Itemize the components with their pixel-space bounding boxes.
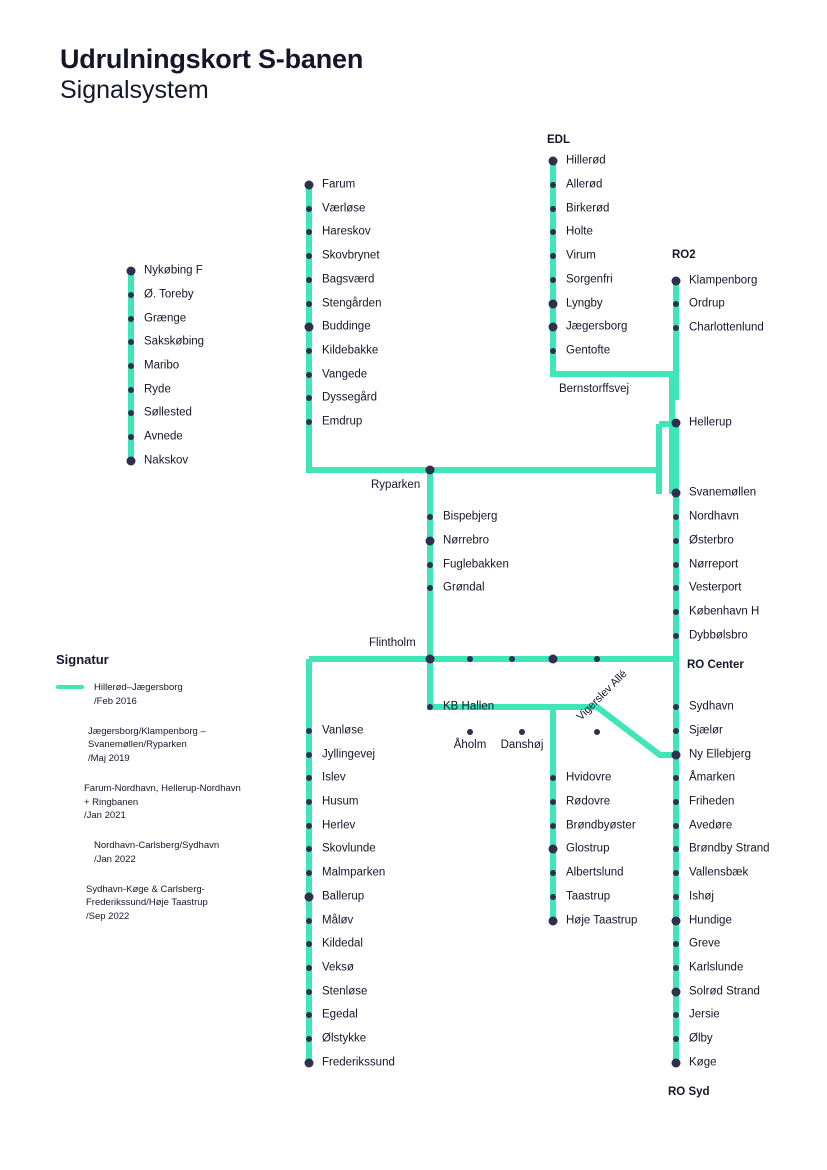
station-dot[interactable] — [128, 339, 134, 345]
station-label: Rødovre — [566, 795, 611, 808]
station-label: Ryparken — [371, 479, 421, 491]
station-label: Malmparken — [322, 866, 386, 879]
station-dot[interactable] — [672, 988, 681, 997]
station-label: Ølstykke — [322, 1032, 367, 1045]
station-dot[interactable] — [467, 656, 473, 662]
station-dot[interactable] — [427, 704, 433, 710]
station-label: Kildebakke — [322, 344, 379, 357]
legend-item-line1: Jægersborg/Klampenborg – — [88, 725, 206, 737]
station-dot[interactable] — [306, 229, 312, 235]
station-label: Jægersborg — [566, 320, 628, 333]
station-label: Sorgenfri — [566, 273, 613, 286]
station-dot[interactable] — [305, 323, 314, 332]
group-label-ro2: RO2 — [672, 249, 696, 261]
station-label: Grøndal — [443, 581, 485, 594]
legend-item-line1: Farum-Nordhavn, Hellerup-Nordhavn — [84, 782, 241, 794]
station-label: Avedøre — [689, 819, 733, 832]
station-label: Dyssegård — [322, 391, 377, 404]
legend-title: Signatur — [56, 652, 109, 667]
station-label: Avnede — [144, 430, 183, 443]
station-dot[interactable] — [673, 823, 679, 829]
station-label: Karlslunde — [689, 961, 744, 974]
station-dot[interactable] — [549, 917, 558, 926]
station-label: Nørreport — [689, 558, 739, 571]
station-label: Flintholm — [369, 637, 416, 649]
station-dot[interactable] — [306, 728, 312, 734]
legend — [56, 652, 266, 940]
station-dot[interactable] — [467, 729, 473, 735]
station-dot[interactable] — [672, 1059, 681, 1068]
station-dot[interactable] — [550, 894, 556, 900]
station-label: Hillerød — [566, 154, 606, 167]
station-dot[interactable] — [306, 206, 312, 212]
station-label: Charlottenlund — [689, 321, 764, 334]
station-label: Fuglebakken — [443, 558, 509, 571]
station-label: Skovbrynet — [322, 249, 380, 262]
station-label: Husum — [322, 795, 359, 808]
group-label-ro-syd: RO Syd — [668, 1086, 710, 1098]
legend-item — [56, 883, 266, 924]
station-label: Friheden — [689, 795, 735, 808]
station-dot[interactable] — [306, 965, 312, 971]
station-dot[interactable] — [306, 301, 312, 307]
station-dot[interactable] — [673, 514, 679, 520]
station-dot[interactable] — [549, 655, 558, 664]
station-label: Vigerslev Allé — [574, 667, 630, 723]
station-dot[interactable] — [306, 372, 312, 378]
station-label: Lyngby — [566, 297, 603, 310]
station-dot[interactable] — [549, 845, 558, 854]
station-dot[interactable] — [306, 775, 312, 781]
station-dot[interactable] — [549, 157, 558, 166]
station-dot[interactable] — [306, 823, 312, 829]
station-dot[interactable] — [426, 466, 435, 475]
station-label: Ballerup — [322, 890, 365, 903]
station-label: Maribo — [144, 359, 180, 372]
station-dot[interactable] — [305, 1059, 314, 1068]
station-dot[interactable] — [550, 799, 556, 805]
station-dot[interactable] — [306, 870, 312, 876]
page-subtitle: Signalsystem — [60, 76, 209, 105]
station-dot[interactable] — [673, 870, 679, 876]
station-dot[interactable] — [128, 363, 134, 369]
station-dot[interactable] — [427, 585, 433, 591]
page-title: Udrulningskort S-banen — [60, 44, 364, 74]
station-label: Jyllingevej — [322, 748, 376, 761]
station-dot[interactable] — [128, 316, 134, 322]
station-label: Hundige — [689, 914, 732, 927]
station-label: Taastrup — [566, 890, 611, 903]
station-dot[interactable] — [673, 775, 679, 781]
station-label: Allerød — [566, 178, 603, 191]
station-dot[interactable] — [306, 395, 312, 401]
station-dot[interactable] — [672, 277, 681, 286]
legend-item-line2: Svanemøllen/Ryparken — [88, 739, 187, 751]
station-dot[interactable] — [550, 823, 556, 829]
legend-item-line2: Frederikssund/Høje Taastrup — [86, 897, 208, 909]
station-label: Vangede — [322, 368, 368, 381]
legend-item-line3: /Jan 2021 — [84, 810, 126, 822]
station-label: Grænge — [144, 312, 187, 325]
legend-item-line1: Hillerød–Jægersborg — [94, 682, 183, 693]
station-label: Frederikssund — [322, 1056, 395, 1069]
station-dot[interactable] — [306, 846, 312, 852]
station-label: Nordhavn — [689, 510, 739, 523]
station-dot[interactable] — [673, 585, 679, 591]
station-dot[interactable] — [306, 989, 312, 995]
station-dot[interactable] — [673, 728, 679, 734]
station-label: Åholm — [453, 739, 487, 751]
station-label: Buddinge — [322, 320, 371, 333]
station-label: Brøndbyøster — [566, 819, 636, 832]
station-dot[interactable] — [550, 277, 556, 283]
station-label: Nykøbing F — [144, 264, 203, 277]
legend-item-line3: /Maj 2019 — [88, 753, 130, 765]
legend-item — [56, 782, 266, 823]
station-dot[interactable] — [550, 182, 556, 188]
station-label: Nakskov — [144, 454, 189, 467]
station-label: Værløse — [322, 202, 366, 215]
station-label: Stengården — [322, 297, 382, 310]
station-dot[interactable] — [128, 410, 134, 416]
station-label: Skovlunde — [322, 842, 376, 855]
station-dot[interactable] — [672, 419, 681, 428]
station-dot[interactable] — [128, 292, 134, 298]
station-dot[interactable] — [128, 434, 134, 440]
station-label: Islev — [322, 771, 346, 784]
station-dot[interactable] — [550, 206, 556, 212]
station-dot[interactable] — [673, 965, 679, 971]
station-dot[interactable] — [306, 253, 312, 259]
station-label: Albertslund — [566, 866, 624, 879]
station-label: Brøndby Strand — [689, 842, 770, 855]
station-label: Vallensbæk — [689, 866, 749, 879]
station-dot[interactable] — [306, 419, 312, 425]
station-dot[interactable] — [549, 300, 558, 309]
station-label: Gentofte — [566, 344, 611, 357]
station-dot[interactable] — [127, 267, 136, 276]
station-label: Farum — [322, 178, 356, 191]
legend-item-line2: + Ringbanen — [84, 796, 139, 808]
legend-item-line2: /Feb 2016 — [94, 695, 137, 707]
station-dot[interactable] — [672, 917, 681, 926]
station-dot[interactable] — [673, 1012, 679, 1018]
legend-item-line1: Sydhavn-Køge & Carlsberg- — [86, 883, 205, 895]
legend-item — [56, 681, 266, 709]
station-dot[interactable] — [426, 537, 435, 546]
station-label: Høje Taastrup — [566, 914, 638, 927]
station-label: Glostrup — [566, 842, 610, 855]
station-dot[interactable] — [673, 799, 679, 805]
station-dot[interactable] — [673, 325, 679, 331]
station-label: Holte — [566, 225, 593, 238]
legend-item-line2: /Jan 2022 — [94, 853, 136, 865]
station-dot[interactable] — [306, 799, 312, 805]
station-label: Sakskøbing — [144, 335, 205, 348]
station-dot[interactable] — [427, 514, 433, 520]
station-dot[interactable] — [306, 1036, 312, 1042]
station-dot[interactable] — [550, 253, 556, 259]
legend-item-line3: /Sep 2022 — [86, 911, 130, 923]
station-label: Bagsværd — [322, 273, 375, 286]
station-label: Hvidovre — [566, 771, 612, 784]
station-dot[interactable] — [550, 775, 556, 781]
station-label: Nørrebro — [443, 534, 490, 547]
station-dot[interactable] — [673, 609, 679, 615]
station-label: Måløv — [322, 914, 354, 927]
station-dot[interactable] — [426, 655, 435, 664]
station-label: KB Hallen — [443, 700, 495, 713]
station-dot[interactable] — [127, 457, 136, 466]
group-label-edl: EDL — [547, 134, 570, 146]
station-label: Hareskov — [322, 225, 371, 238]
station-label: Ishøj — [689, 890, 714, 903]
station-label: Åmarken — [689, 771, 736, 784]
station-label: Greve — [689, 937, 721, 950]
station-dot[interactable] — [519, 729, 525, 735]
station-dot[interactable] — [673, 1036, 679, 1042]
legend-item-line1: Nordhavn-Carlsberg/Sydhavn — [94, 840, 220, 852]
station-label: Køge — [689, 1056, 717, 1069]
station-label: Virum — [566, 249, 596, 262]
station-label: Veksø — [322, 961, 354, 974]
station-dot[interactable] — [306, 1012, 312, 1018]
station-label: Jersie — [689, 1008, 720, 1021]
station-label: Herlev — [322, 819, 356, 832]
station-label: Ryde — [144, 383, 171, 396]
station-label: Solrød Strand — [689, 985, 760, 998]
station-dot[interactable] — [306, 752, 312, 758]
station-dot[interactable] — [594, 729, 600, 735]
station-label: Ordrup — [689, 297, 725, 310]
station-label: Hellerup — [689, 416, 732, 429]
station-dot[interactable] — [672, 489, 681, 498]
station-label: Ny Ellebjerg — [689, 748, 751, 761]
station-label: Østerbro — [689, 534, 734, 547]
station-dot[interactable] — [673, 633, 679, 639]
station-dot[interactable] — [673, 846, 679, 852]
station-dot[interactable] — [305, 181, 314, 190]
station-label: Vanløse — [322, 724, 364, 737]
legend-color-swatch — [56, 685, 84, 689]
station-label: Stenløse — [322, 985, 368, 998]
station-label: Emdrup — [322, 415, 363, 428]
station-dot[interactable] — [673, 704, 679, 710]
station-label: Svanemøllen — [689, 486, 757, 499]
station-dot[interactable] — [306, 918, 312, 924]
station-dot[interactable] — [673, 894, 679, 900]
station-dot[interactable] — [594, 656, 600, 662]
station-label: Dybbølsbro — [689, 629, 748, 642]
station-dot[interactable] — [673, 301, 679, 307]
station-label: Sjælør — [689, 724, 723, 737]
station-label: Ølby — [689, 1032, 713, 1045]
station-label: Danshøj — [500, 739, 544, 751]
station-dot[interactable] — [673, 941, 679, 947]
station-dot[interactable] — [306, 941, 312, 947]
legend-item — [56, 725, 266, 766]
station-dot[interactable] — [509, 656, 515, 662]
station-dot[interactable] — [550, 229, 556, 235]
station-dot[interactable] — [549, 323, 558, 332]
station-dot[interactable] — [673, 538, 679, 544]
station-dot[interactable] — [427, 562, 433, 568]
legend-item — [56, 839, 266, 867]
station-label: Bernstorffsvej — [558, 383, 630, 395]
station-label: Birkerød — [566, 202, 610, 215]
station-label: Søllested — [144, 406, 192, 419]
station-label: Kildedal — [322, 937, 363, 950]
station-dot[interactable] — [550, 348, 556, 354]
station-label: Egedal — [322, 1008, 358, 1021]
station-dot[interactable] — [672, 751, 681, 760]
station-label: Bispebjerg — [443, 510, 498, 523]
station-dot[interactable] — [550, 870, 556, 876]
station-label: Sydhavn — [689, 700, 734, 713]
station-label: Klampenborg — [689, 274, 758, 287]
station-dot[interactable] — [306, 277, 312, 283]
station-dot[interactable] — [673, 562, 679, 568]
station-dot[interactable] — [306, 348, 312, 354]
station-dot[interactable] — [305, 893, 314, 902]
station-dot[interactable] — [128, 387, 134, 393]
group-label-ro-center: RO Center — [687, 659, 744, 671]
station-label: Ø. Toreby — [144, 288, 194, 301]
station-label: Vesterport — [689, 581, 742, 594]
station-label: København H — [689, 605, 760, 618]
